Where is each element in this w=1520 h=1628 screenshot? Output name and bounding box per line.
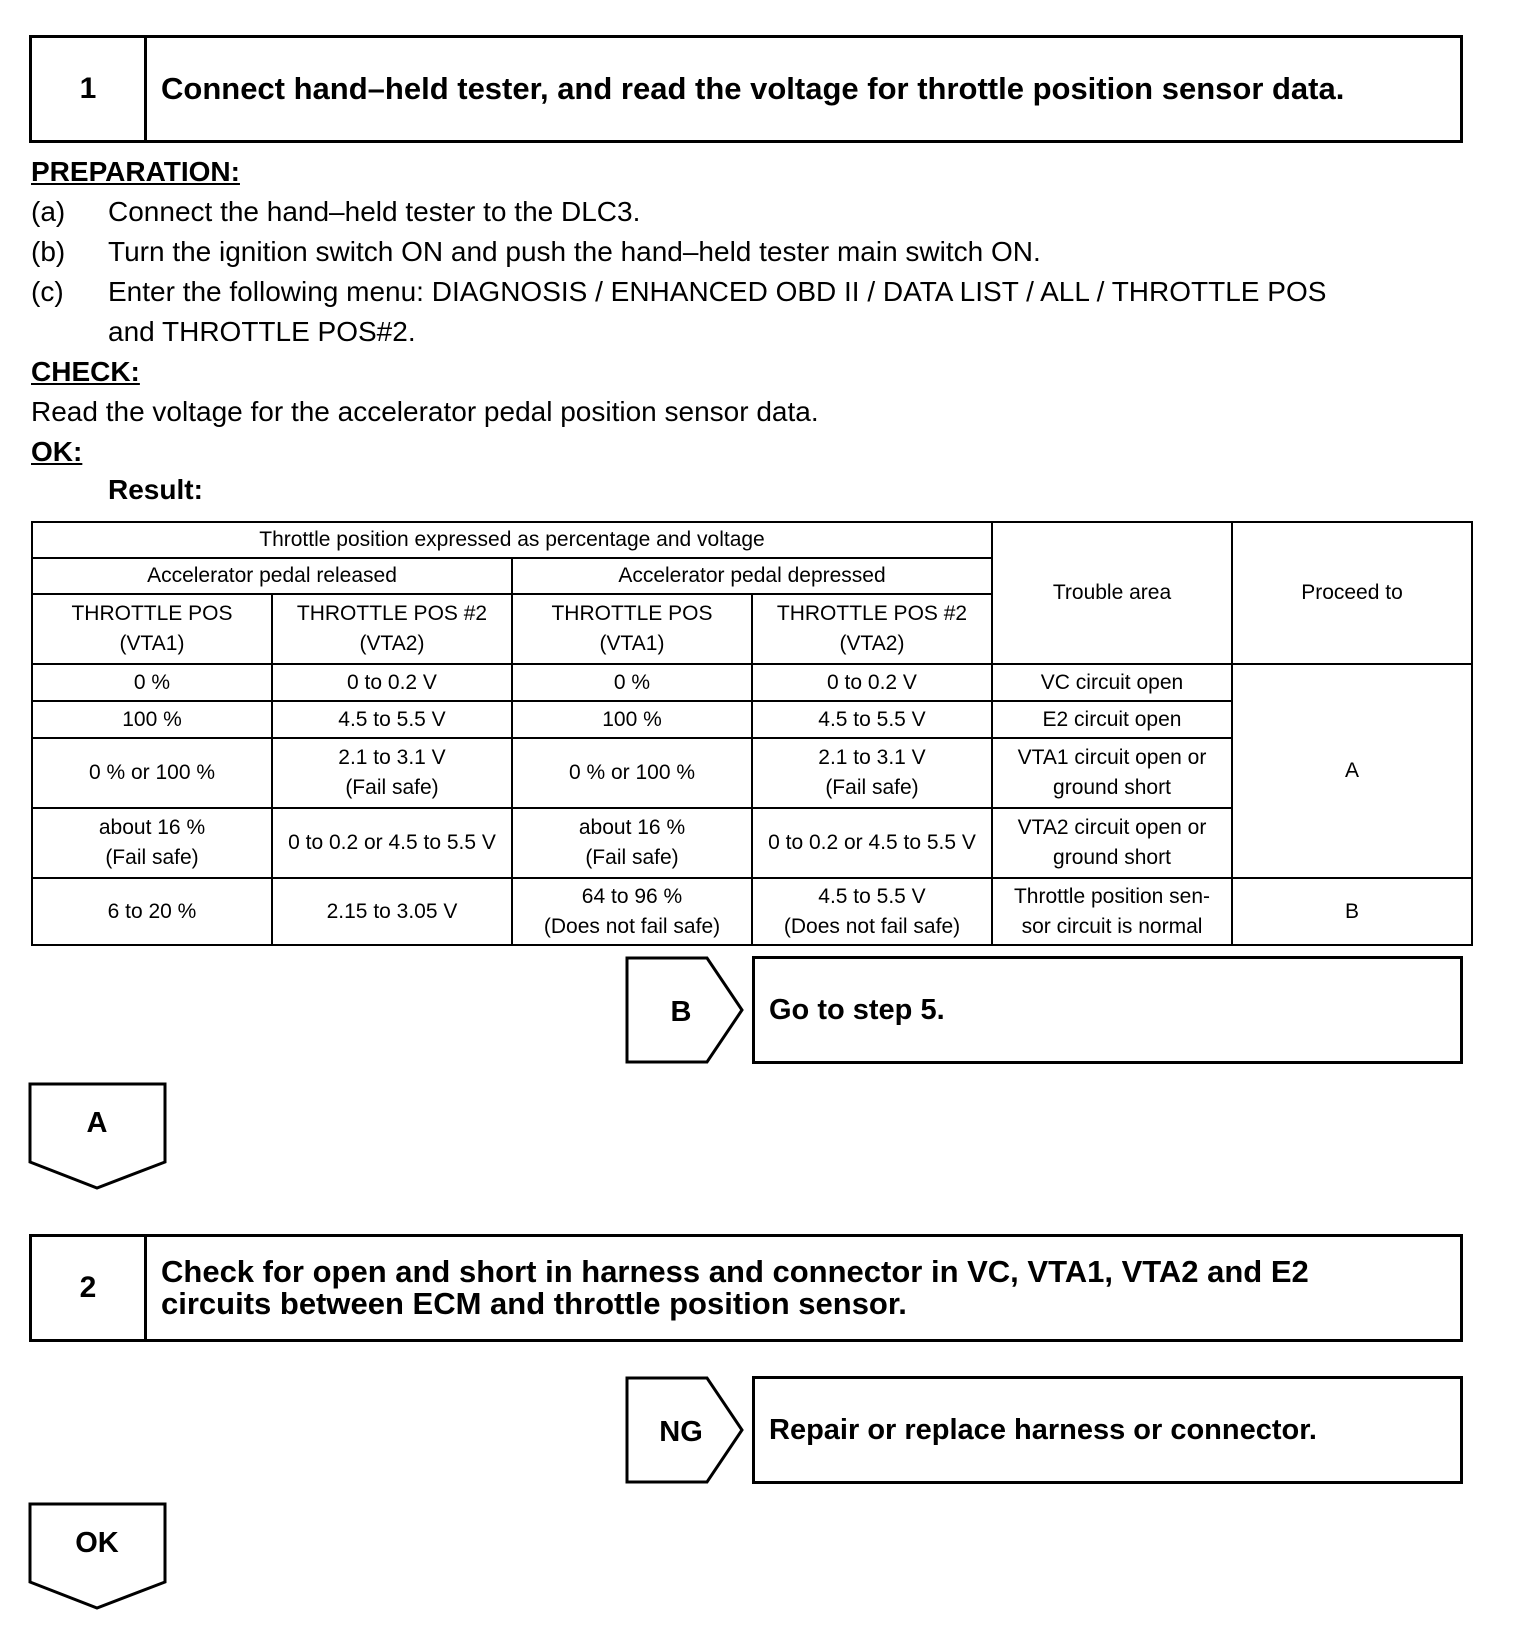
step-1-title: Connect hand–held tester, and read the voltage for throttle position sensor data. [161,71,1345,106]
prep-item-letter: (b) [31,236,66,267]
result-label: Result: [108,474,203,505]
table-header-proceed: Proceed to [1232,522,1472,664]
table-cell: 6 to 20 % [32,878,272,945]
result-table [31,521,1473,946]
step-2-number: 2 [32,1237,147,1339]
table-header-top: Throttle position expressed as percentage and voltage [32,522,992,558]
branch-b-tag [625,956,745,1064]
table-cell: 2.1 to 3.1 V (Fail safe) [752,738,992,808]
table-cell-proceed-a: A [1232,664,1472,878]
table-subheader: THROTTLE POS #2 (VTA2) [272,594,512,664]
arrow-a-down [28,1082,168,1192]
table-cell: 0 to 0.2 V [272,664,512,701]
table-subheader: THROTTLE POS (VTA1) [512,594,752,664]
table-subheader: THROTTLE POS #2 (VTA2) [752,594,992,664]
check-text: Read the voltage for the accelerator pedal position sensor data. [31,396,819,427]
step-2-title [147,1237,1460,1339]
branch-ng-tag-text: NG [659,1416,703,1448]
arrow-ok-text: OK [75,1527,119,1559]
prep-item-text: Enter the following menu: DIAGNOSIS / ENHANCED OBD II / DATA LIST / ALL / THROTTLE POS [108,276,1327,307]
ok-label: OK: [31,436,83,467]
table-cell: 0 to 0.2 V [752,664,992,701]
table-cell: 0 % or 100 % [32,738,272,808]
table-header-released: Accelerator pedal released [32,558,512,594]
step-1-box [29,35,1463,143]
table-cell: 2.15 to 3.05 V [272,878,512,945]
branch-ng-box: Repair or replace harness or connector. [752,1376,1463,1484]
prep-item-text-cont: and THROTTLE POS#2. [108,316,416,347]
table-cell-trouble: E2 circuit open [992,701,1232,738]
arrow-ok-down [28,1502,168,1612]
table-header-row [32,522,1472,558]
table-cell-trouble: VC circuit open [992,664,1232,701]
table-cell: 0 to 0.2 or 4.5 to 5.5 V [752,808,992,878]
table-cell: 4.5 to 5.5 V (Does not fail safe) [752,878,992,945]
arrow-a-text: A [86,1107,108,1139]
prep-item-a [31,192,1471,232]
table-cell: 0 to 0.2 or 4.5 to 5.5 V [272,808,512,878]
preparation-label: PREPARATION: [31,156,240,187]
step-2-box [29,1234,1463,1342]
prep-item-b [31,232,1471,272]
prep-item-letter: (a) [31,196,66,227]
prep-item-text: Turn the ignition switch ON and push the hand–held tester main switch ON. [108,236,1041,267]
table-row [32,664,1472,701]
check-label: CHECK: [31,356,140,387]
step-2-title-line1: Check for open and short in harness and connector in VC, VTA1, VTA2 and E2 [161,1254,1309,1289]
table-cell: 4.5 to 5.5 V [272,701,512,738]
table-cell: 100 % [32,701,272,738]
branch-b-tag-text: B [670,996,692,1028]
table-cell: 100 % [512,701,752,738]
prep-item-text: Connect the hand–held tester to the DLC3. [108,196,641,227]
table-cell: 0 % [32,664,272,701]
step-1-number: 1 [32,38,147,140]
table-cell: 0 % [512,664,752,701]
table-cell-trouble: VTA2 circuit open or ground short [992,808,1232,878]
table-cell: 64 to 96 % (Does not fail safe) [512,878,752,945]
table-cell-trouble: Throttle position sen- sor circuit is normal [992,878,1232,945]
table-cell: 2.1 to 3.1 V (Fail safe) [272,738,512,808]
step-2-title-line2: circuits between ECM and throttle position sensor. [161,1286,907,1321]
prep-item-letter: (c) [31,276,64,307]
table-row [32,878,1472,945]
prep-item-c [31,272,1471,352]
table-cell: about 16 % (Fail safe) [32,808,272,878]
table-cell: about 16 % (Fail safe) [512,808,752,878]
table-header-depressed: Accelerator pedal depressed [512,558,992,594]
table-cell-trouble: VTA1 circuit open or ground short [992,738,1232,808]
branch-ng-tag [625,1376,745,1484]
table-cell-proceed-b: B [1232,878,1472,945]
table-header-trouble: Trouble area [992,522,1232,664]
table-subheader: THROTTLE POS (VTA1) [32,594,272,664]
table-cell: 4.5 to 5.5 V [752,701,992,738]
table-cell: 0 % or 100 % [512,738,752,808]
branch-b-box: Go to step 5. [752,956,1463,1064]
